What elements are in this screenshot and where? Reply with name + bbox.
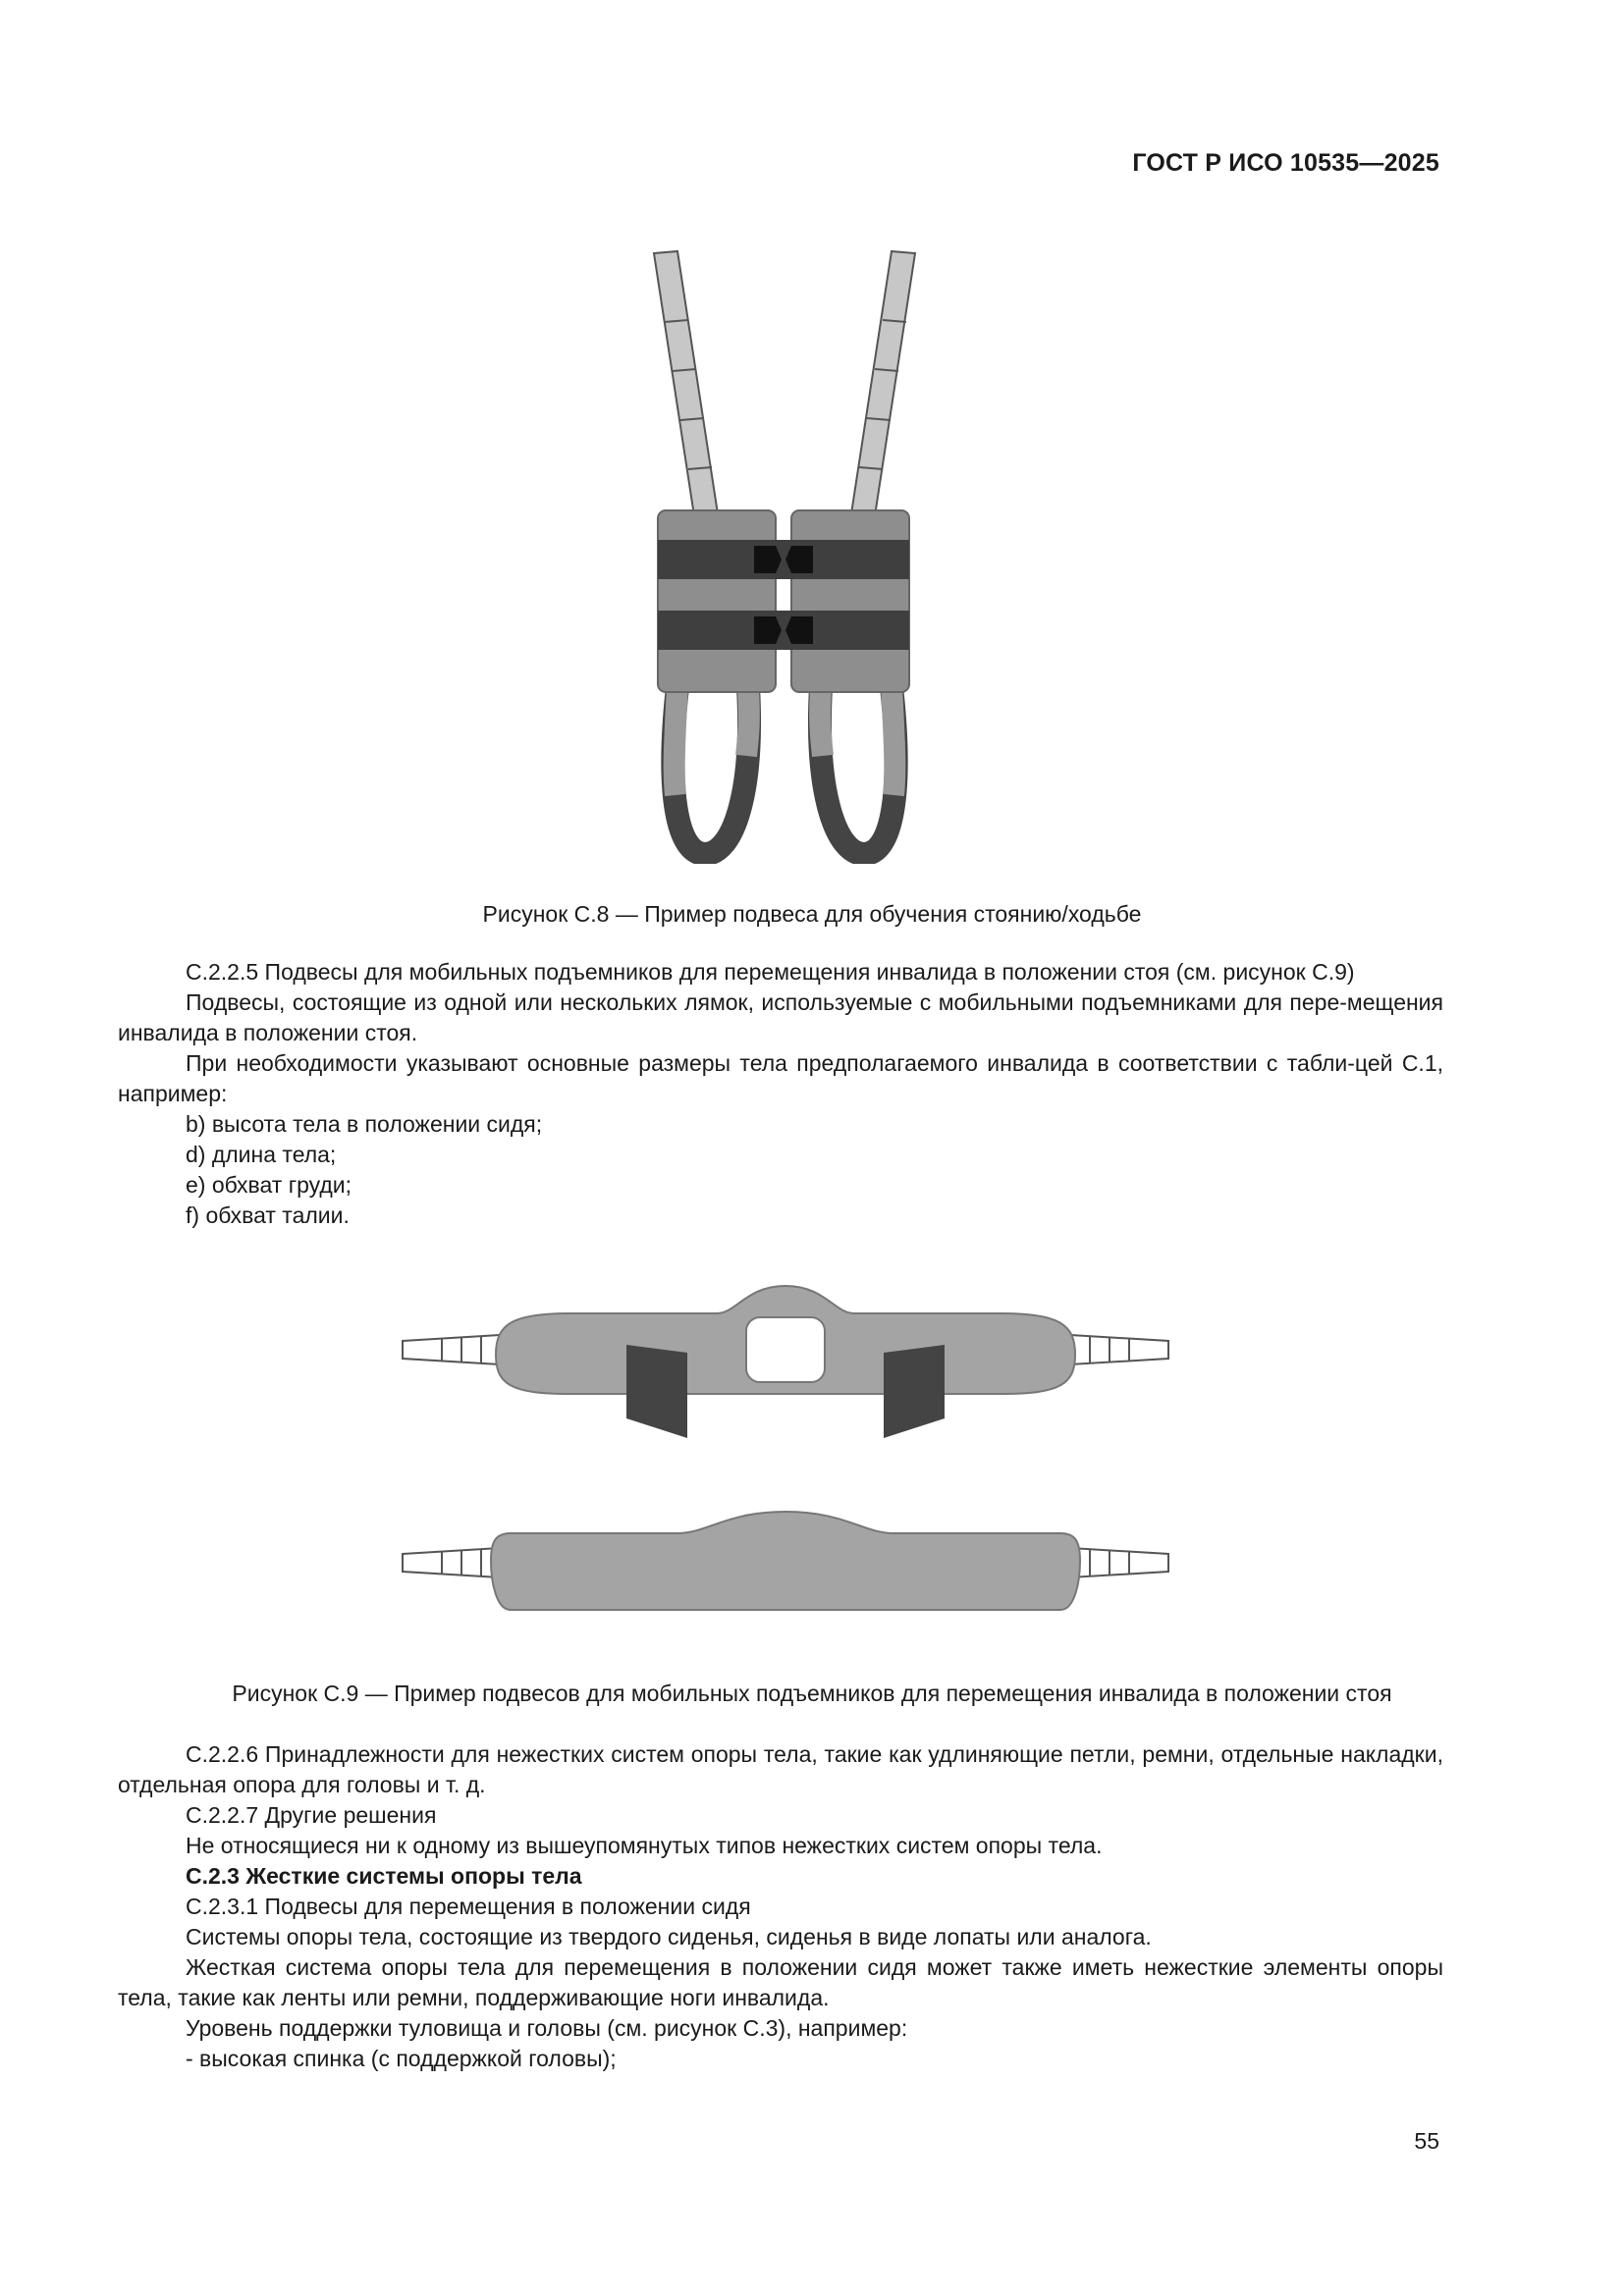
section-heading: C.2.3 Жесткие системы опоры тела — [186, 1863, 582, 1889]
figure-c8-illustration — [638, 245, 933, 864]
section-c225 — [118, 957, 1443, 1231]
paragraph: При необходимости указывают основные размеры тела предполагаемого инвалида в соответствии с табли-цей C.1, например: — [118, 1050, 1443, 1106]
paragraph: C.2.3.1 Подвесы для перемещения в положении сидя — [186, 1894, 751, 1919]
paragraph: C.2.2.5 Подвесы для мобильных подъемников для перемещения инвалида в положении стоя (см. рисунок C.9) — [186, 959, 1355, 985]
list-item: b) высота тела в положении сидя; — [186, 1111, 543, 1137]
paragraph: Не относящиеся ни к одному из вышеупомянутых типов нежестких систем опоры тела. — [186, 1833, 1103, 1858]
right-leg-loop — [820, 687, 896, 854]
list-item: f) обхват талии. — [186, 1202, 350, 1228]
paragraph: Жесткая система опоры тела для перемещения в положении сидя может также иметь нежесткие элементы опоры тела, такие как ленты или ремни, поддерживающие ноги инвалида. — [118, 1954, 1443, 2010]
right-shoulder-strap — [850, 251, 915, 522]
sling-plain — [403, 1512, 1168, 1610]
list-item: d) длина тела; — [186, 1142, 337, 1167]
page-number: 55 — [1414, 2128, 1439, 2154]
paragraph: Уровень поддержки туловища и головы (см. рисунок C.3), например: — [186, 2015, 908, 2041]
document-header: ГОСТ Р ИСО 10535—2025 — [1132, 149, 1439, 177]
list-item: e) обхват груди; — [186, 1172, 352, 1198]
left-leg-loop — [673, 687, 749, 854]
upper-belt — [658, 540, 909, 579]
figure-c9-caption: Рисунок C.9 — Пример подвесов для мобильных подъемников для перемещения инвалида в положении стоя — [232, 1681, 1392, 1706]
paragraph: C.2.2.7 Другие решения — [186, 1802, 437, 1828]
left-vest-panel — [658, 510, 776, 692]
lower-belt — [658, 611, 909, 650]
sling-with-head-opening — [403, 1286, 1168, 1438]
paragraph: - высокая спинка (с поддержкой головы); — [186, 2046, 617, 2071]
left-shoulder-strap — [654, 251, 719, 522]
paragraph: Системы опоры тела, состоящие из твердого сиденья, сиденья в виде лопаты или аналога. — [186, 1924, 1152, 1949]
paragraph: C.2.2.6 Принадлежности для нежестких систем опоры тела, такие как удлиняющие петли, ремни, отдельные накладки, отдельная опора для головы и т. д. — [118, 1741, 1443, 1797]
figure-c9-illustration — [393, 1276, 1178, 1649]
paragraph: Подвесы, состоящие из одной или нескольких лямок, используемые с мобильными подъемниками для пере-мещения инвалида в положении стоя. — [118, 989, 1443, 1045]
section-c226 — [118, 1739, 1443, 2074]
figure-c8-caption: Рисунок C.8 — Пример подвеса для обучения стоянию/ходьбе — [482, 901, 1142, 927]
right-vest-panel — [791, 510, 909, 692]
